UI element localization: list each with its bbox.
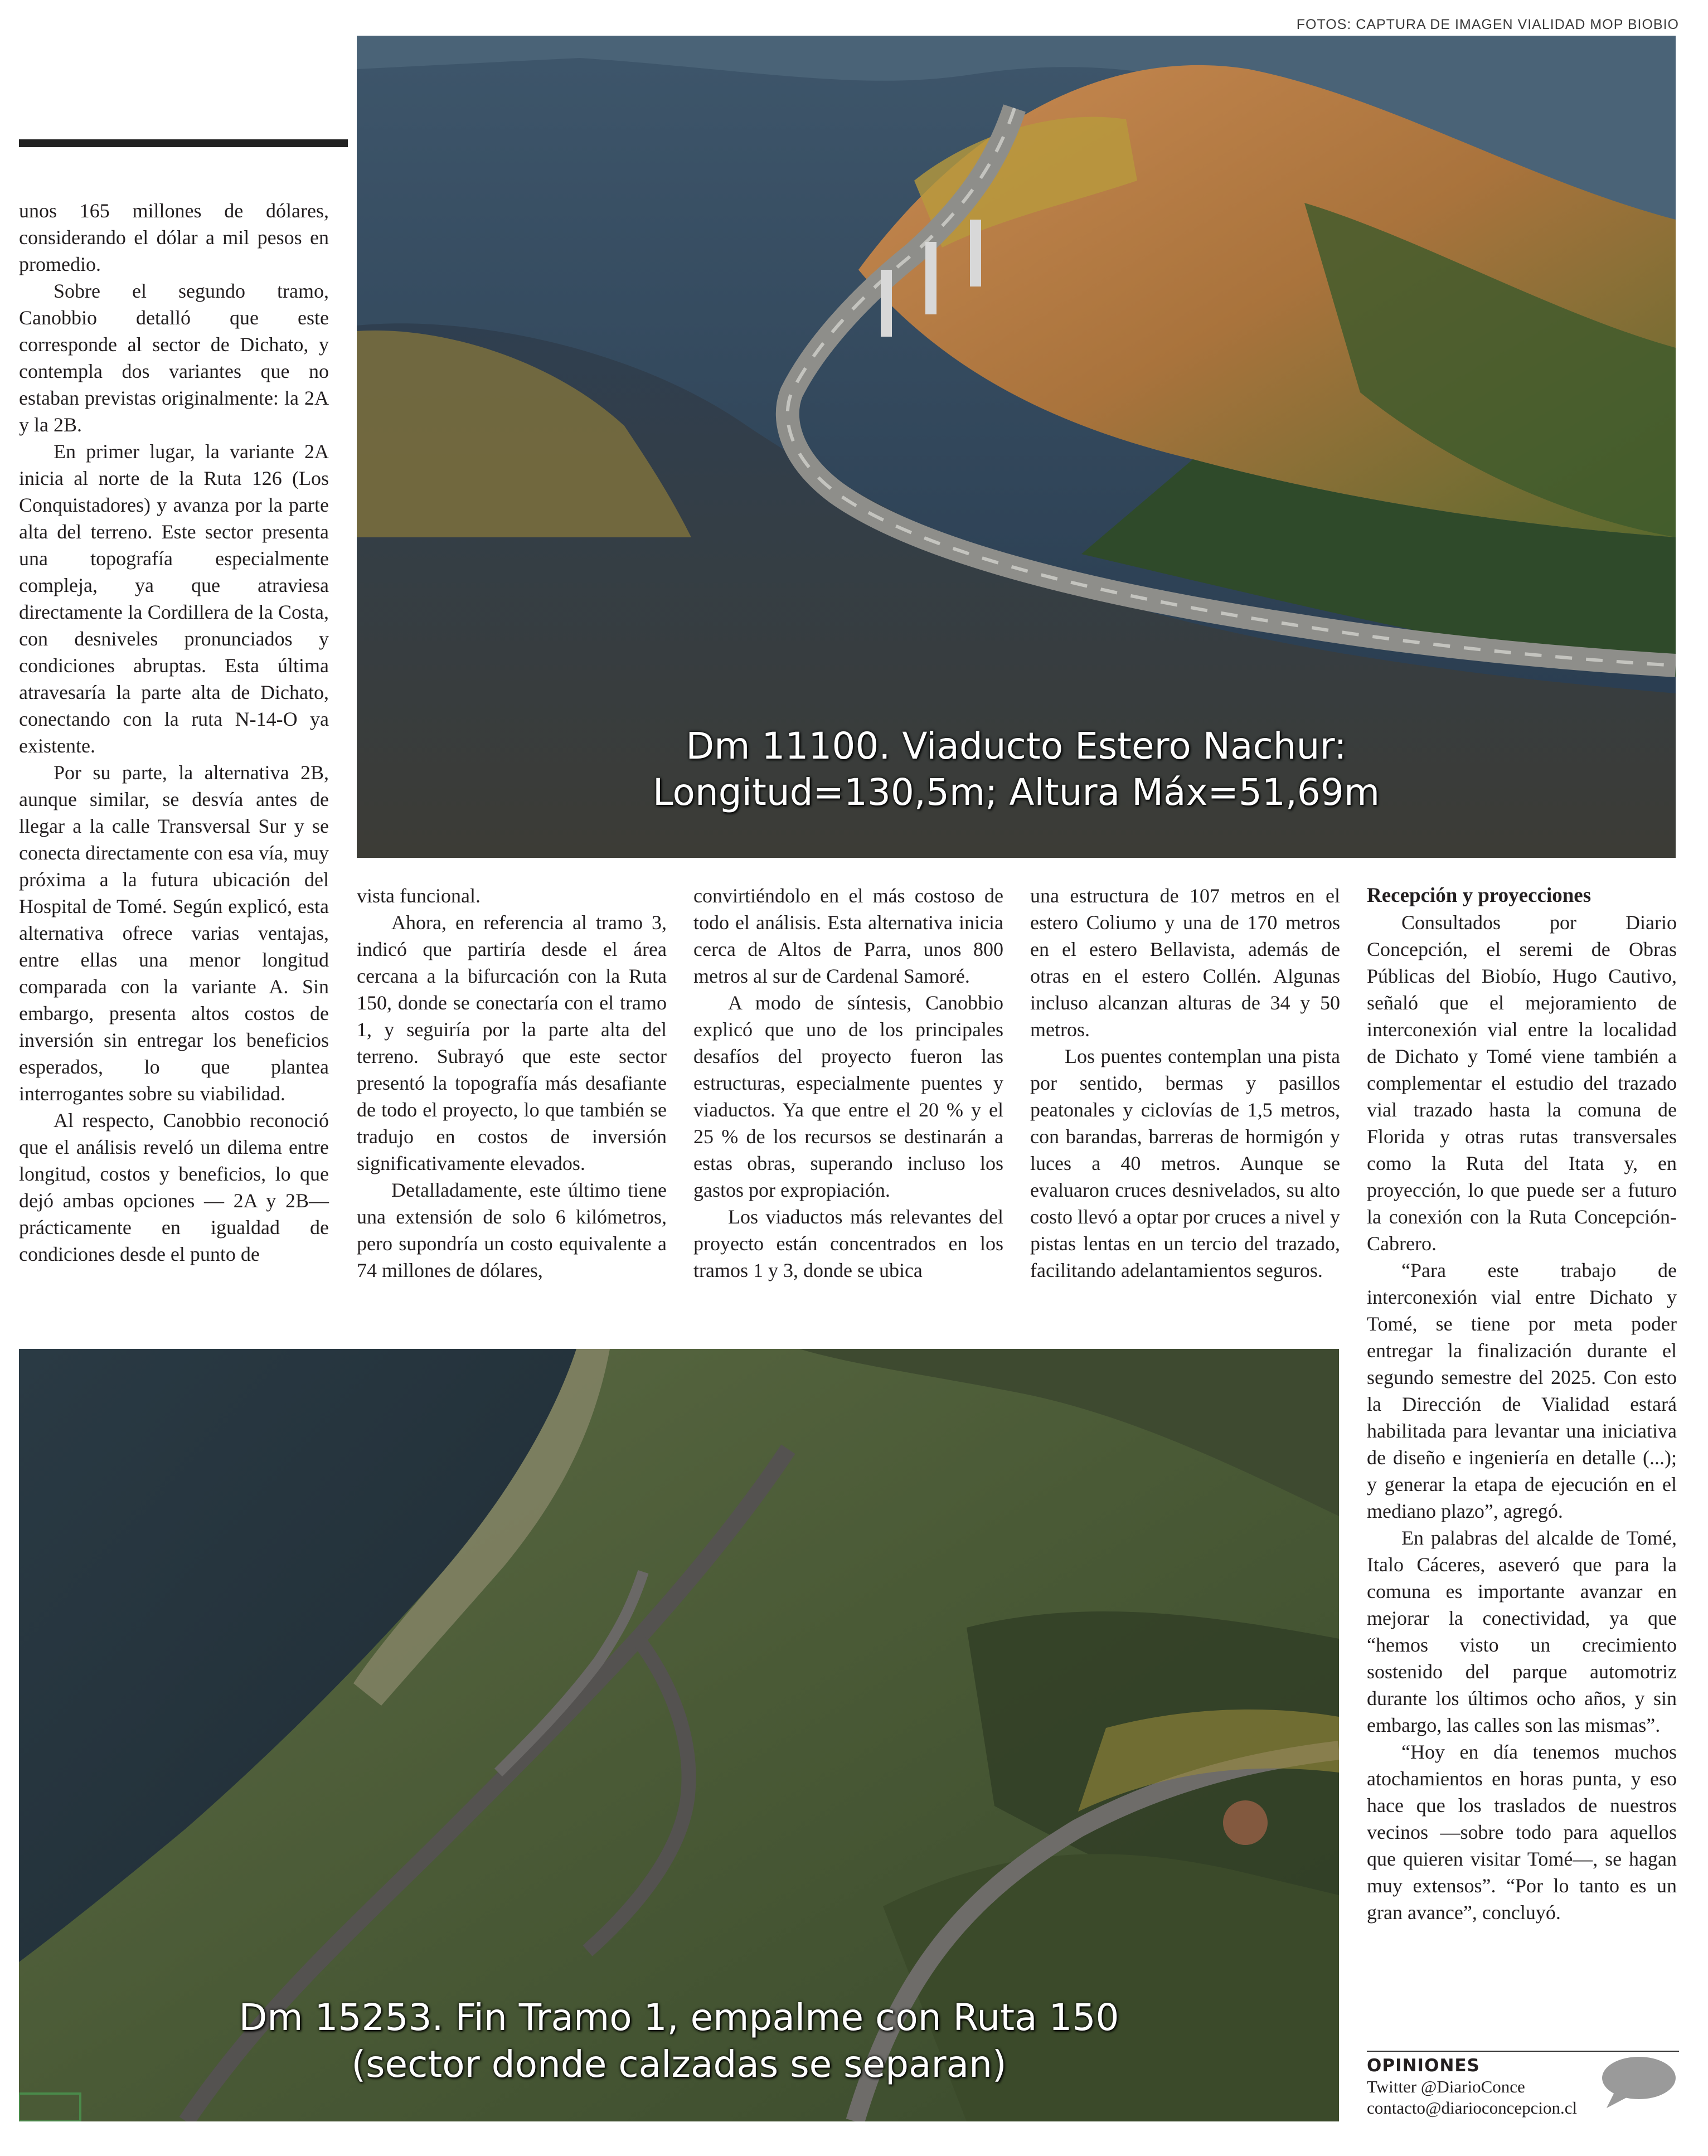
paragraph: Al respecto, Canobbio reconoció que el análisis reveló un dilema entre longitud, costos y beneficios, lo que dejó ambas opciones — 2A y 2B— prácticamente en igualdad de condiciones desde el punto de [19, 1109, 329, 1265]
article-column-5 [1367, 882, 1677, 1926]
section-heading: Recepción y proyecciones [1367, 884, 1591, 907]
section-rule [19, 139, 348, 147]
paragraph: “Para este trabajo de interconexión vial entre Dichato y Tomé, se tiene por meta poder entregar la finalización durante el segundo semestre del 2025. Con esto la Dirección de Vialidad estará habilitada para levantar una iniciativa de diseño e ingeniería en detalle (...); y generar la etapa de ejecución en el mediano plazo”, agregó. [1367, 1259, 1677, 1522]
paragraph: Por su parte, la alternativa 2B, aunque similar, se desvía antes de llegar a la calle Transversal Sur y se conecta directamente con esa vía, muy próxima a la futura ubicación del Hospital de Tomé. Según explicó, esta alternativa ofrece varias ventajas, entre ellas una menor longitud comparada con la variante A. Sin embargo, presenta altos costos de inversión sin entregar los beneficios esperados, lo que plantea interrogantes sobre su viabilidad. [19, 761, 329, 1105]
paragraph: una estructura de 107 metros en el estero Coliumo y una de 170 metros en el estero Bellavista, además de otras en el estero Collén. Algunas incluso alcanzan alturas de 34 y 50 metros. [1030, 885, 1340, 1041]
paragraph: Ahora, en referencia al tramo 3, indicó que partiría desde el área cercana a la bifurcación con la Ruta 150, donde se conectaría con el tramo 1, y seguiría por la parte alta del terreno. Subrayó que este sector presentó la topografía más desafiante de todo el proyecto, lo que también se tradujo en costos de inversión significativamente elevados. [357, 911, 667, 1174]
paragraph: convirtiéndolo en el más costoso de todo el análisis. Esta alternativa inicia cerca de Altos de Parra, unos 800 metros al sur de Cardenal Samoré. [693, 885, 1003, 987]
photo-bottom-caption-line2: (sector donde calzadas se separan) [351, 2043, 1007, 2086]
paragraph: Consultados por Diario Concepción, el seremi de Obras Públicas del Biobío, Hugo Cautivo, señaló que el mejoramiento de interconexión vial entre la localidad de Dichato y Tomé viene también a complementar el estudio del trazado vial trazado hasta la comuna de Florida y otras rutas transversales como la Ruta del Itata y, en proyección, lo que puede ser a futuro la conexión con la Ruta Concepción-Cabrero. [1367, 911, 1677, 1255]
photo-tramo-1-end [19, 1349, 1339, 2121]
photo-credit: FOTOS: CAPTURA DE IMAGEN VIALIDAD MOP BIOBIO [1296, 17, 1679, 32]
article-column-2 [357, 882, 667, 1284]
paragraph: Los viaductos más relevantes del proyecto están concentrados en los tramos 1 y 3, donde se ubica [693, 1206, 1003, 1281]
article-column-1 [19, 197, 329, 1268]
paragraph: En primer lugar, la variante 2A inicia al norte de la Ruta 126 (Los Conquistadores) y avanza por la parte alta del terreno. Este sector presenta una topografía especialmente compleja, ya que atraviesa directamente la Cordillera de la Costa, con desniveles pronunciados y condiciones abruptas. Esta última atravesaría la parte alta de Dichato, conectando con la ruta N-14-O ya existente. [19, 440, 329, 757]
paragraph: En palabras del alcalde de Tomé, Italo Cáceres, aseveró que para la comuna es importante avanzar en mejorar la conectividad, ya que “hemos visto un crecimiento sostenido del parque automotriz durante los últimos ocho años, y sin embargo, las calles son las mismas”. [1367, 1527, 1677, 1736]
opinions-email[interactable]: contacto@diarioconcepcion.cl [1367, 2098, 1578, 2118]
article-column-3 [693, 882, 1003, 1284]
opinions-rule [1367, 2051, 1679, 2052]
article-column-4 [1030, 882, 1340, 1284]
paragraph: vista funcional. [357, 885, 481, 907]
opinions-twitter[interactable]: Twitter @DiarioConce [1367, 2077, 1525, 2096]
photo-bottom-caption-line1: Dm 15253. Fin Tramo 1, empalme con Ruta 150 [239, 1996, 1119, 2039]
paragraph: A modo de síntesis, Canobbio explicó que uno de los principales desafíos del proyecto fueron las estructuras, especialmente puentes y viaductos. Ya que entre el 20 % y el 25 % de los recursos se destinarán a estas obras, superando incluso los gastos por expropiación. [693, 992, 1003, 1201]
paragraph: Sobre el segundo tramo, Canobbio detalló que este corresponde al sector de Dichato, y contempla dos variantes que no estaban previstas originalmente: la 2A y la 2B. [19, 280, 329, 436]
speech-bubble-icon [1599, 2055, 1677, 2110]
paragraph: Los puentes contemplan una pista por sentido, bermas y pasillos peatonales y ciclovías de 1,5 metros, con barandas, barreras de hormigón y luces a 40 metros. Aunque se evaluaron cruces desnivelados, su alto costo llevó a optar por cruces a nivel y pistas lentas en un tercio del trazado, facilitando adelantamientos seguros. [1030, 1045, 1340, 1281]
paragraph: “Hoy en día tenemos muchos atochamientos en horas punta, y eso hace que los traslados de nuestros vecinos —sobre todo para aquellos que quieren visitar Tomé—, se hagan muy extensos”. “Por lo tanto es un gran avance”, concluyó. [1367, 1741, 1677, 1924]
photo-top-caption-line2: Longitud=130,5m; Altura Máx=51,69m [652, 771, 1380, 814]
paragraph: Detalladamente, este último tiene una extensión de solo 6 kilómetros, pero supondría un costo equivalente a 74 millones de dólares, [357, 1179, 667, 1281]
photo-viaduct-nachur [357, 36, 1676, 858]
paragraph: unos 165 millones de dólares, considerando el dólar a mil pesos en promedio. [19, 200, 329, 275]
opinions-title: OPINIONES [1367, 2056, 1480, 2076]
photo-top-caption-line1: Dm 11100. Viaducto Estero Nachur: [686, 725, 1347, 768]
